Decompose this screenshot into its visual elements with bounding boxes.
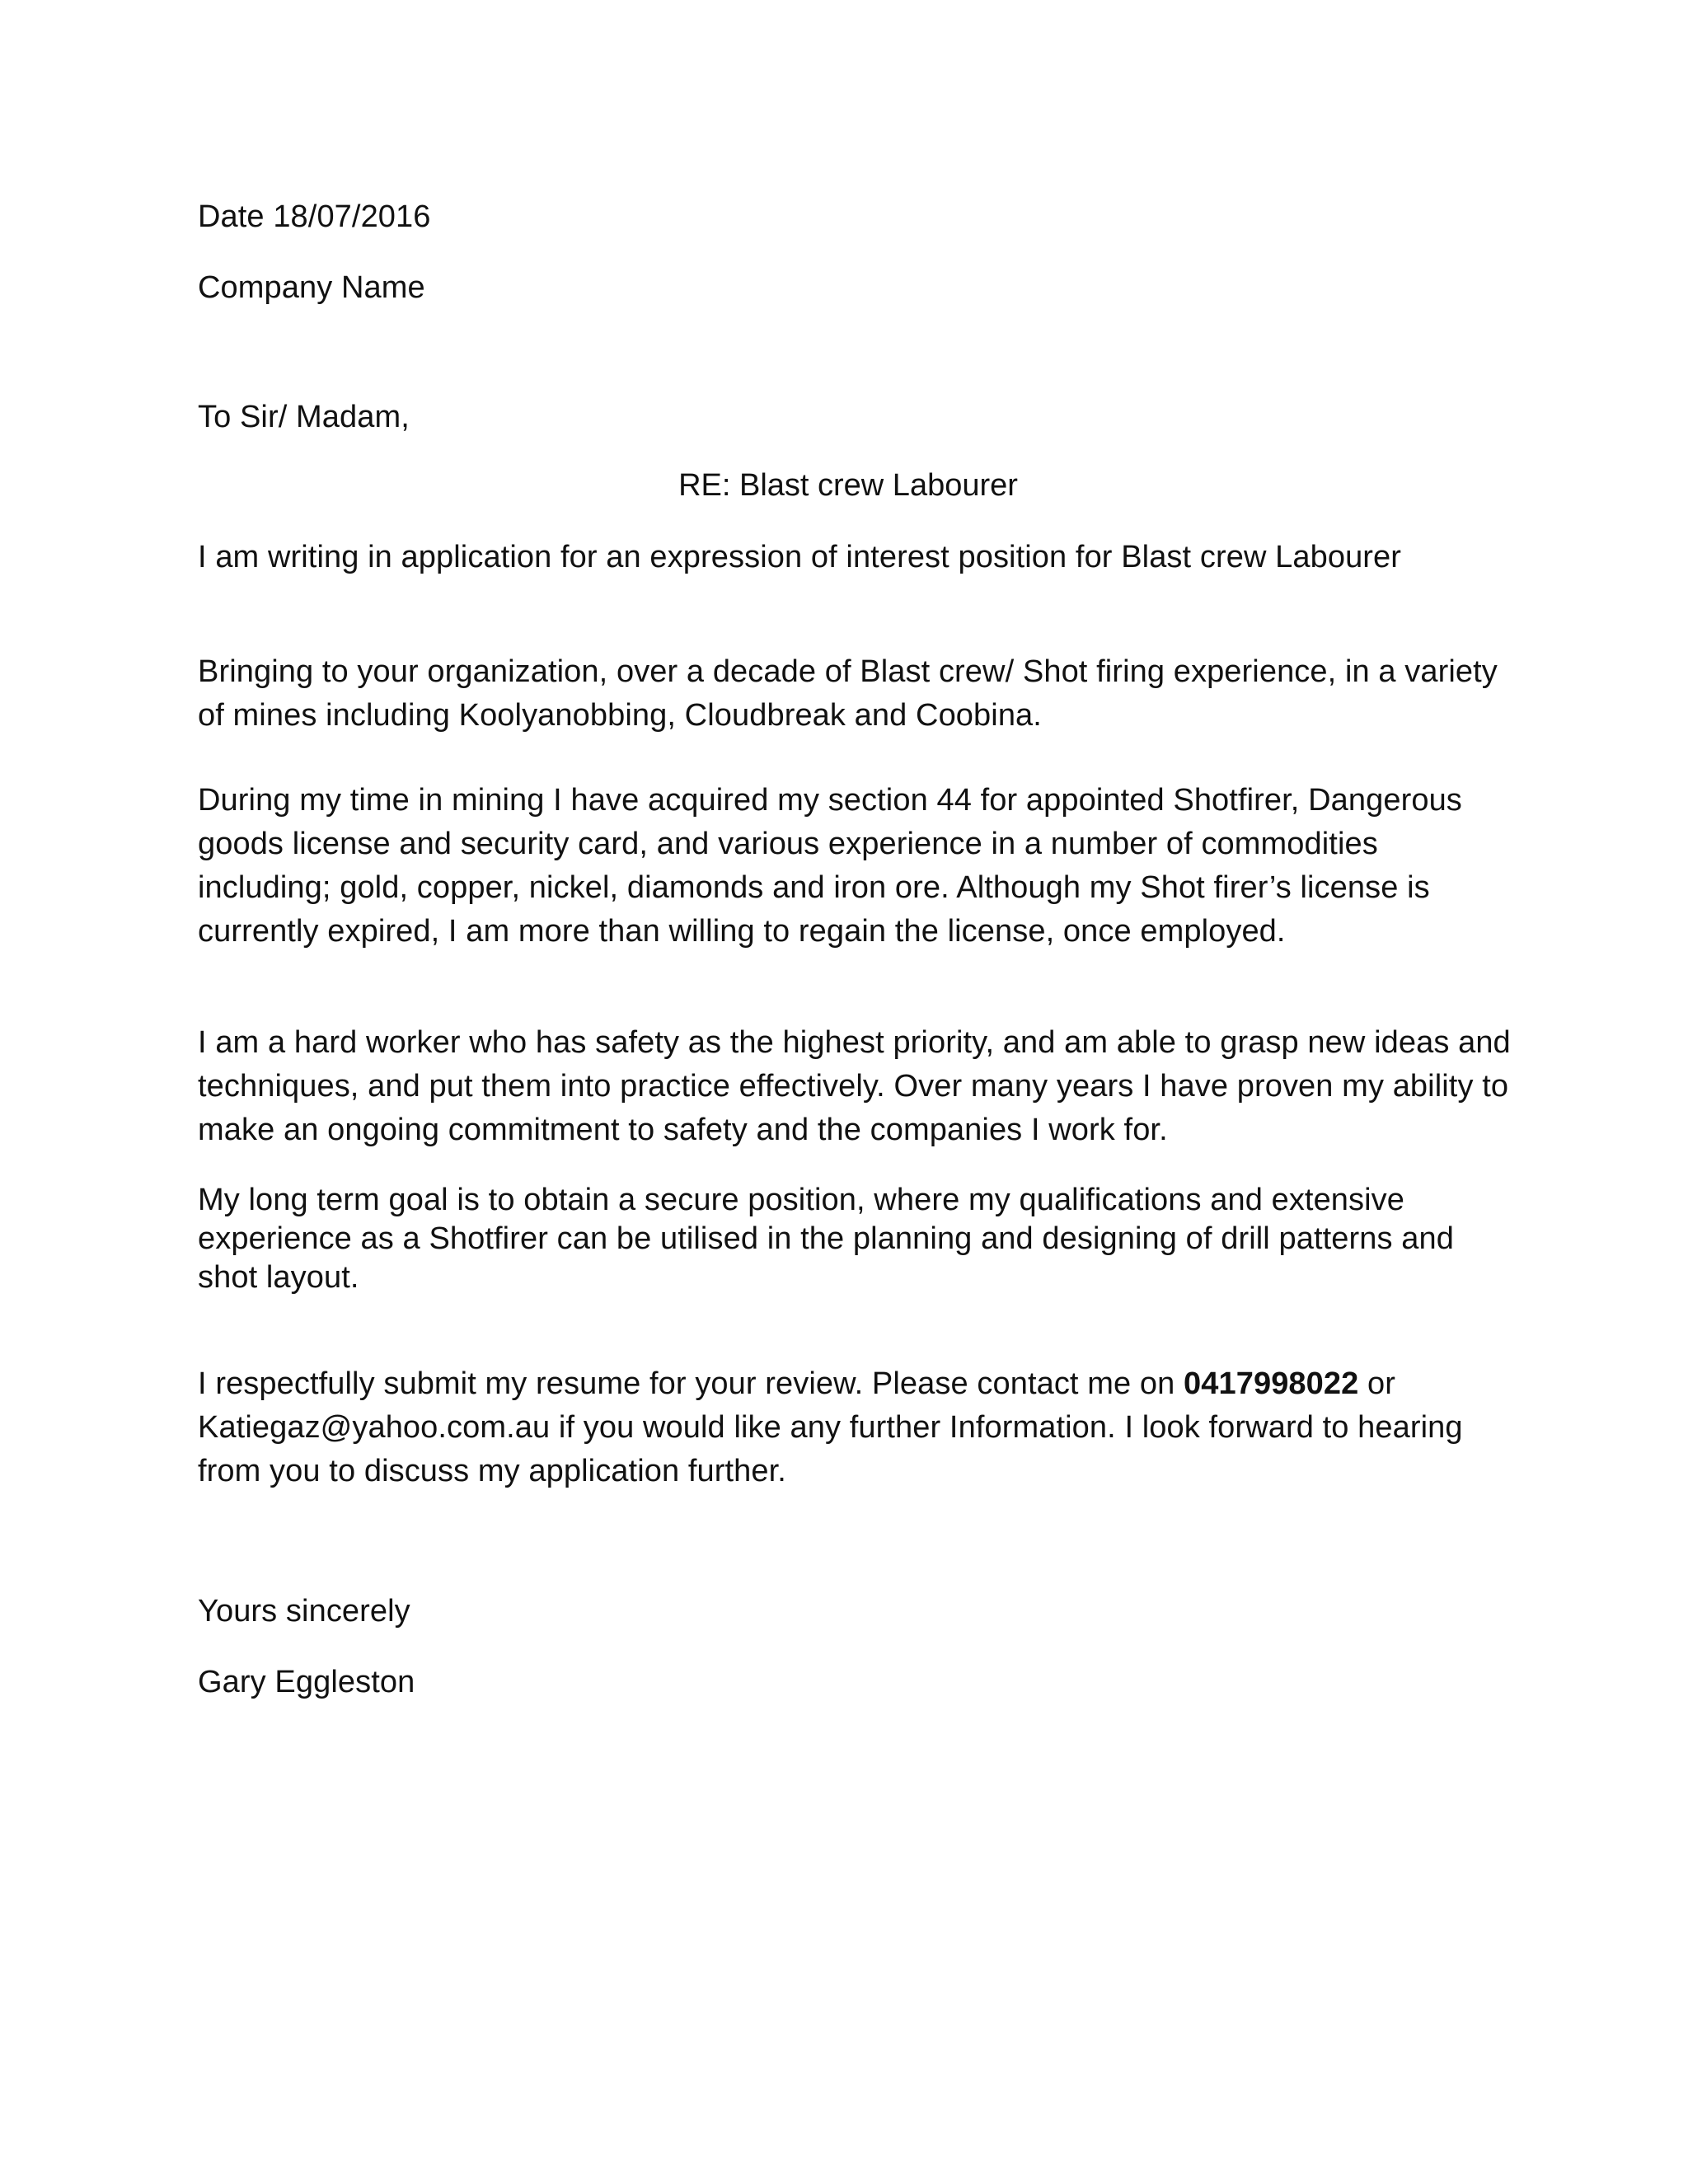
company-name: Company Name xyxy=(198,270,425,305)
closing: Yours sincerely xyxy=(198,1594,410,1629)
paragraph-mining: During my time in mining I have acquired my section 44 for appointed Shotfirer, Dangerous goods license and security card, and various experience in a number of commodities including; gold, copper, nickel, diamonds and iron ore. Although my Shot firer’s license is currently expired, I am more than willing to regain the license, once employed. xyxy=(198,783,1462,949)
paragraph-worker: I am a hard worker who has safety as the highest priority, and am able to grasp new ideas and techniques, and put them into practice effectively. Over many years I have proven my ability to make an ongoing commitment to safety and the companies I work for. xyxy=(198,1025,1511,1147)
date-line: Date 18/07/2016 xyxy=(198,199,431,234)
paragraph-contact xyxy=(198,1362,1517,1493)
contact-text-after: or Katiegaz@yahoo.com.au if you would like any further Information. I look forward to hearing from you to discuss my application further. xyxy=(198,1366,1463,1488)
contact-phone: 0417998022 xyxy=(1184,1366,1359,1401)
paragraph-goal: My long term goal is to obtain a secure position, where my qualifications and extensive experience as a Shotfirer can be utilised in the planning and designing of drill patterns and shot layout. xyxy=(198,1183,1454,1295)
paragraph-experience: Bringing to your organization, over a decade of Blast crew/ Shot firing experience, in a variety of mines including Koolyanobbing, Cloudbreak and Coobina. xyxy=(198,654,1498,733)
salutation: To Sir/ Madam, xyxy=(198,400,410,434)
signature-name: Gary Eggleston xyxy=(198,1665,415,1699)
subject-text: RE: Blast crew Labourer xyxy=(678,468,1018,503)
intro-line: I am writing in application for an expression of interest position for Blast crew Labourer xyxy=(198,540,1402,574)
contact-text-before: I respectfully submit my resume for your review. Please contact me on xyxy=(198,1366,1184,1401)
subject-line xyxy=(0,470,1688,501)
